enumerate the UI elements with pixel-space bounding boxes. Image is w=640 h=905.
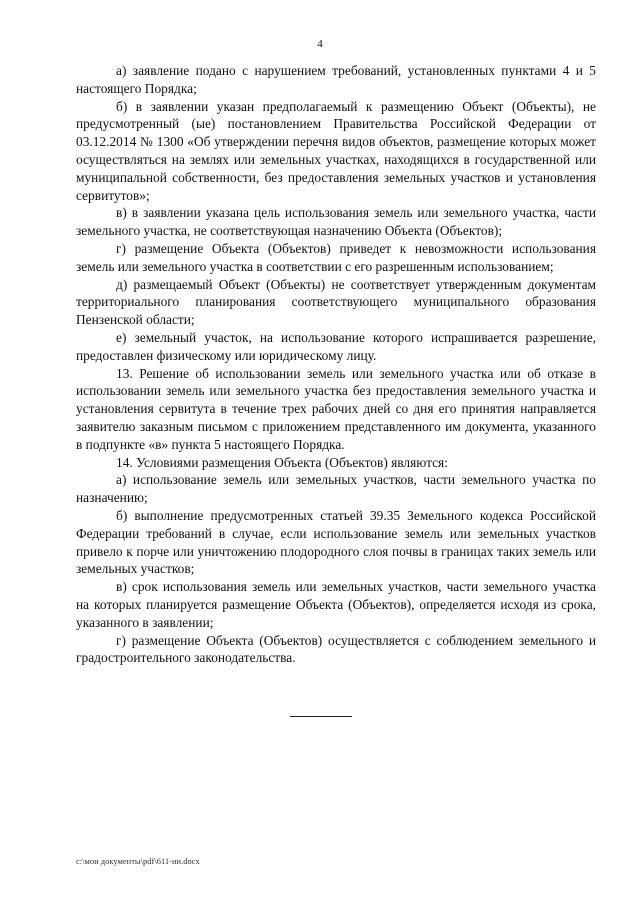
clause-12v: в) в заявлении указана цель использования земель или земельного участка, части земельного участка, не соответствующая назначению Объекта (Объектов); bbox=[76, 205, 596, 239]
footer-file-path: c:\мои документы\pdf\611-ии.docx bbox=[76, 856, 200, 866]
clause-14b: б) выполнение предусмотренных статьей 39.35 Земельного кодекса Российской Федерации требований в случае, если использование земель или земельных участков привело к порче или уничтожению плодородного слоя почвы в границах таких земель или земельных участков; bbox=[76, 507, 596, 577]
document-body bbox=[76, 62, 596, 667]
clause-14: 14. Условиями размещения Объекта (Объектов) являются: bbox=[116, 454, 448, 470]
clause-12d: д) размещаемый Объект (Объекты) не соответствует утвержденным документам территориального планирования соответствующего муниципального образования Пензенской области; bbox=[76, 276, 596, 328]
end-of-document-rule bbox=[290, 716, 352, 717]
clause-12a: а) заявление подано с нарушением требований, установленных пунктами 4 и 5 настоящего Порядка; bbox=[76, 63, 596, 96]
clause-13: 13. Решение об использовании земель или земельного участка или об отказе в использовании земель или земельного участка без предоставления земельного участка и установления сервитута в течение трех рабочих дней со дня его принятия направляется заявителю заказным письмом с приложением представленного им документа, указанного в подпункте «в» пункта 5 настоящего Порядка. bbox=[76, 365, 596, 452]
clause-14v: в) срок использования земель или земельных участков, части земельного участка на которых планируется размещение Объекта (Объектов), определяется исходя из срока, указанного в заявлении; bbox=[76, 579, 596, 630]
clause-12e: е) земельный участок, на использование которого испрашивается разрешение, предоставлен физическому или юридическому лицу. bbox=[76, 329, 596, 363]
clause-14a: а) использование земель или земельных участков, части земельного участка по назначению; bbox=[76, 472, 596, 506]
clause-14g: г) размещение Объекта (Объектов) осуществляется с соблюдением земельного и градостроительного законодательства. bbox=[76, 632, 596, 666]
page-number: 4 bbox=[317, 38, 323, 50]
clause-12g: г) размещение Объекта (Объектов) приведет к невозможности использования земель или земельного участка в соответствии с его разрешенным использованием; bbox=[76, 240, 596, 274]
clause-12b: б) в заявлении указан предполагаемый к размещению Объект (Объекты), не предусмотренный (ые) постановлением Правительства Российской Федерации от 03.12.2014 № 1300 «Об утверждении перечня видов объектов, размещение которых может осуществляться на землях или земельных участках, находящихся в государственной или муниципальной собственности, без предоставления земельных участков и установления сервитутов»; bbox=[76, 98, 596, 203]
